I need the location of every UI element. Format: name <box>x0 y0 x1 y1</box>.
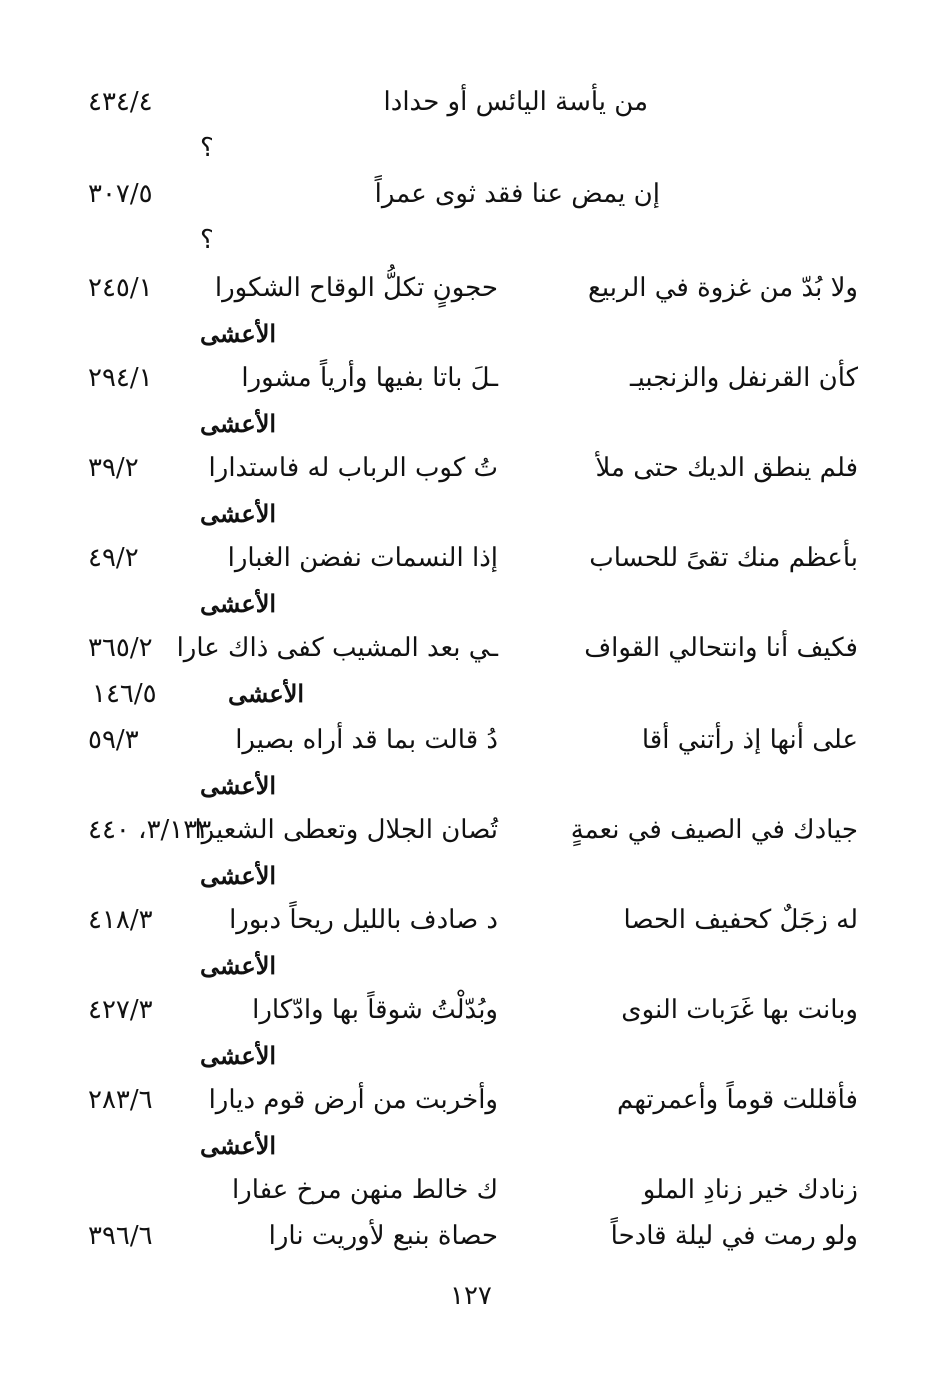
verse-second-hemistich: دُ قالت بما قد أراه بصيرا <box>235 725 498 755</box>
verse-second-hemistich: تُ كوب الرباب له فاستدارا <box>208 453 498 483</box>
verse-second-hemistich: حجونٍ تكلُّ الوقاح الشكورا <box>214 273 498 303</box>
source-reference: ٣٠٧/٥ <box>88 179 153 209</box>
verse-first-hemistich: ولو رمت في ليلة قادحاً <box>610 1221 858 1251</box>
verse-first-hemistich: على أنها إذ رأتني أقا <box>641 725 858 755</box>
verse-line: من يأسة اليائس أو حدادا <box>383 87 648 117</box>
poet-name: الأعشى <box>200 1041 277 1070</box>
poet-name: الأعشى <box>200 589 277 618</box>
unknown-poet-mark: ؟ <box>200 225 214 255</box>
source-reference: ٤١٨/٣ <box>88 905 153 935</box>
verse-first-hemistich: جيادك في الصيف في نعمةٍ <box>570 815 858 845</box>
verse-second-hemistich: حصاة بنبع لأوريت نارا <box>268 1221 498 1251</box>
source-reference: ١٤٦/٥ <box>92 679 157 709</box>
poet-name: الأعشى <box>228 679 305 708</box>
poet-name: الأعشى <box>200 771 277 800</box>
verse-second-hemistich: تُصان الجلال وتعطى الشعيرا <box>194 815 498 845</box>
verse-line: إن يمض عنا فقد ثوى عمراً <box>374 179 660 209</box>
verse-second-hemistich: وأخربت من أرض قوم ديارا <box>208 1085 498 1115</box>
poet-name: الأعشى <box>200 951 277 980</box>
verse-first-hemistich: زنادك خير زنادِ الملو <box>642 1175 858 1205</box>
source-reference: ٣٩/٢ <box>88 453 139 483</box>
poet-name: الأعشى <box>200 499 277 528</box>
verse-second-hemistich: د صادف بالليل ريحاً دبورا <box>229 905 498 935</box>
source-reference: ٤٢٧/٣ <box>88 995 153 1025</box>
poet-name: الأعشى <box>200 1131 277 1160</box>
verse-first-hemistich: فأقللت قوماً وأعمرتهم <box>617 1085 858 1115</box>
verse-second-hemistich: إذا النسمات نفضن الغبارا <box>227 543 498 573</box>
page-number: ١٢٧ <box>450 1281 492 1311</box>
verse-second-hemistich: ـي بعد المشيب كفى ذاك عارا <box>176 633 498 663</box>
poet-name: الأعشى <box>200 319 277 348</box>
verse-second-hemistich: وبُدّلْتُ شوقاً بها وادّكارا <box>252 995 498 1025</box>
verse-second-hemistich: ـلَ باتا بفيها وأرياً مشورا <box>241 363 498 393</box>
poet-name: الأعشى <box>200 409 277 438</box>
verse-first-hemistich: فكيف أنا وانتحالي القواف <box>584 633 858 663</box>
source-reference: ٢٨٣/٦ <box>88 1085 153 1115</box>
verse-first-hemistich: بأعظم منك تقىً للحساب <box>589 543 858 573</box>
verse-first-hemistich: له زجَلٌ كحفيف الحصا <box>623 905 858 935</box>
source-reference: ٤٣٤/٤ <box>88 87 153 117</box>
source-reference: ٢٩٤/١ <box>88 363 153 393</box>
source-reference: ٣٩٦/٦ <box>88 1221 153 1251</box>
unknown-poet-mark: ؟ <box>200 133 214 163</box>
verse-first-hemistich: وبانت بها غَرَبات النوى <box>621 995 858 1025</box>
verse-second-hemistich: ك خالط منهن مرخ عفارا <box>231 1175 498 1205</box>
source-reference: ٣٦٥/٢ <box>88 633 153 663</box>
source-reference: ٢٤٥/١ <box>88 273 153 303</box>
verse-first-hemistich: فلم ينطق الديك حتى ملأ <box>595 453 858 483</box>
verse-first-hemistich: كأن القرنفل والزنجبيـ <box>629 363 858 393</box>
source-reference: ٤٩/٢ <box>88 543 139 573</box>
source-reference: ٥٩/٣ <box>88 725 139 755</box>
verse-first-hemistich: ولا بُدّ من غزوة في الربيع <box>588 273 858 303</box>
poet-name: الأعشى <box>200 861 277 890</box>
source-reference: ٣/١٣٣، ٤٤٠ <box>88 815 212 845</box>
